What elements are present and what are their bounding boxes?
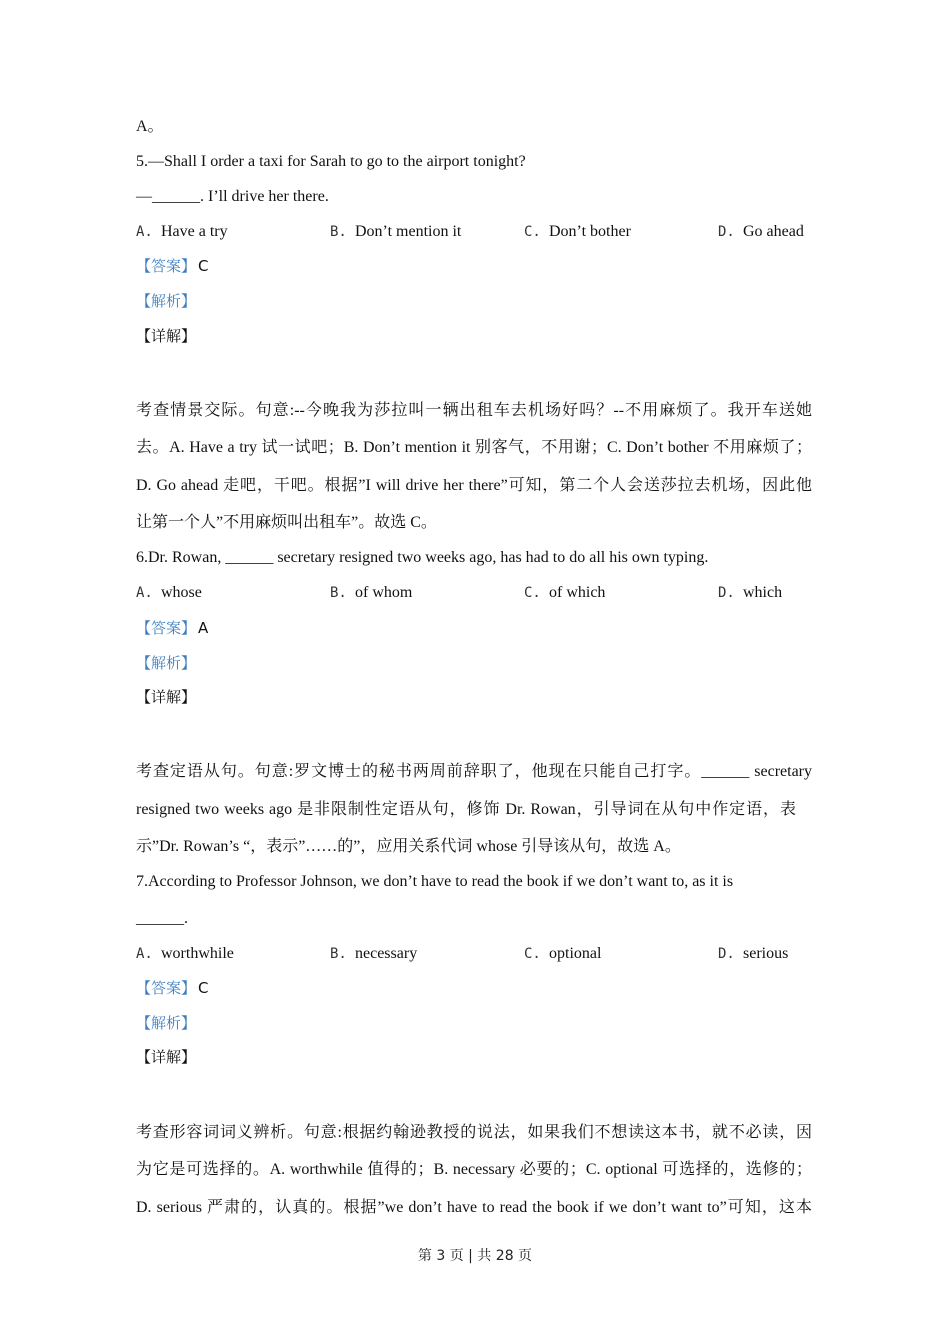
question-6: 6.Dr. Rowan, ______ secretary resigned two weeks ago, has had to do all his own typing. <box>136 549 709 566</box>
q5-explanation-line: 让第一个人”不用麻烦叫出租车”。故选 C。 <box>136 514 437 531</box>
q6-option-a: A. whose <box>136 584 202 601</box>
q6-explanation-line: resigned two weeks ago 是非限制性定语从句，修饰 Dr. Rowan，引导词在从句中作定语，表 <box>136 801 796 818</box>
q5-explanation-line: 考查情景交际。句意:--今晚我为莎拉叫一辆出租车去机场好吗？--不用麻烦了。我开车送她 <box>136 402 812 419</box>
q7-detail-label: 【详解】 <box>136 1048 197 1066</box>
q6-option-c: C. of which <box>524 584 606 601</box>
q7-option-d: D. serious <box>718 945 789 962</box>
q6-answer: 【答案】 A <box>136 619 209 637</box>
q7-explanation-line: 为它是可选择的。A. worthwhile 值得的；B. necessary 必要的；C. optional 可选择的，选修的； <box>136 1161 812 1178</box>
q5-explanation-line: 去。A. Have a try 试一试吧；B. Don’t mention it 别客气，不用谢；C. Don’t bother 不用麻烦了； <box>136 439 812 456</box>
q5-option-d: D. Go ahead <box>718 223 804 240</box>
q6-option-b: B. of whom <box>330 584 413 601</box>
q7-explanation-line: D. serious 严肃的，认真的。根据”we don’t have to read the book if we don’t want to”可知，这本 <box>136 1199 812 1216</box>
q6-explanation-line: 示”Dr. Rowan’s “，表示”……的”，应用关系代词 whose 引导该从句，故选 A。 <box>136 838 681 855</box>
q7-option-a: A. worthwhile <box>136 945 234 962</box>
page-footer: 第 3 页 | 共 28 页 <box>417 1248 533 1264</box>
q7-explanation-line: 考查形容词词义辨析。句意:根据约翰逊教授的说法，如果我们不想读这本书，就不必读，因 <box>136 1124 812 1141</box>
q5-detail-label: 【详解】 <box>136 327 197 345</box>
q5-option-c: C. Don’t bother <box>524 223 631 240</box>
q7-answer: 【答案】 C <box>136 979 209 997</box>
question-5: 5.—Shall I order a taxi for Sarah to go to the airport tonight? <box>136 153 526 170</box>
q5-option-b: B. Don’t mention it <box>330 223 462 240</box>
q5-answer: 【答案】 C <box>136 257 209 275</box>
prev-answer-tail: A。 <box>136 118 164 135</box>
question-7: 7.According to Professor Johnson, we don’t have to read the book if we don’t want to, as it is <box>136 873 734 890</box>
q7-analysis-label: 【解析】 <box>136 1014 197 1032</box>
q5-option-a: A. Have a try <box>136 223 228 240</box>
q6-detail-label: 【详解】 <box>136 688 197 706</box>
q6-explanation-line: 考查定语从句。句意:罗文博士的秘书两周前辞职了，他现在只能自己打字。______ secretary <box>136 763 812 780</box>
q6-option-d: D. which <box>718 584 783 601</box>
q7-option-c: C. optional <box>524 945 602 962</box>
q6-analysis-label: 【解析】 <box>136 654 197 672</box>
q5-analysis-label: 【解析】 <box>136 292 197 310</box>
q5-explanation-line: D. Go ahead 走吧，干吧。根据”I will drive her there”可知，第二个人会送莎拉去机场，因此他 <box>136 477 812 494</box>
question-5-reply: —______. I’ll drive her there. <box>136 188 329 205</box>
question-7-cont: ______. <box>136 910 188 927</box>
q7-option-b: B. necessary <box>330 945 418 962</box>
